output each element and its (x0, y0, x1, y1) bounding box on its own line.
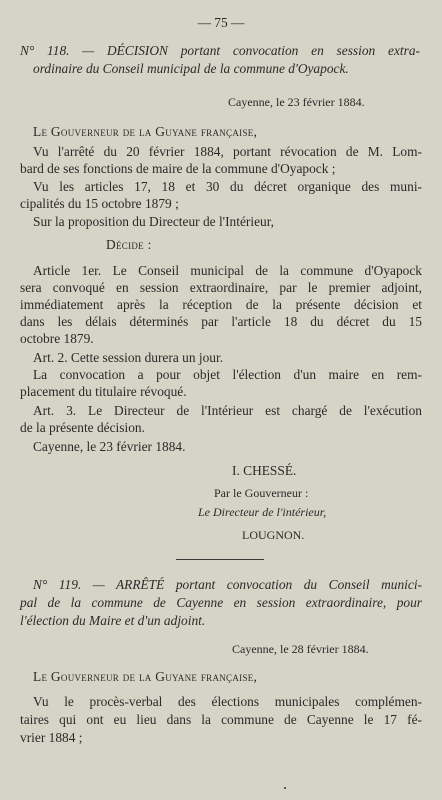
decision-118-heading-line-1: N° 118. — DÉCISION portant convocation en session extra- (20, 43, 420, 58)
decision-118-place-date: Cayenne, le 23 février 1884. (228, 95, 365, 109)
decision-118-closing: Cayenne, le 23 février 1884. (33, 439, 186, 454)
decision-118-vu-1-line-1: Vu l'arrêté du 20 février 1884, portant révocation de M. Lom- (33, 144, 422, 159)
paper-speck (284, 787, 286, 789)
arrete-119-vu-1-line-2: taires qui ont eu lieu dans la commune de Cayenne le 17 fé- (20, 712, 422, 727)
decision-118-proposition: Sur la proposition du Directeur de l'Intérieur, (33, 214, 274, 229)
decision-118-article-1-line-4: dans les délais déterminés par l'article 18 du décret du 15 (20, 314, 422, 329)
decision-118-preamble: Le Gouverneur de la Guyane française, (33, 124, 258, 139)
decision-118-article-2b-line-2: placement du titulaire révoqué. (20, 384, 187, 399)
decision-118-signature: I. CHESSÉ. (232, 463, 297, 478)
arrete-119-heading-line-2: pal de la commune de Cayenne en session extraordinaire, pour (20, 595, 422, 610)
arrete-119-vu-1-line-3: vrier 1884 ; (20, 730, 83, 745)
decision-118-article-3-line-1: Art. 3. Le Directeur de l'Intérieur est chargé de l'exécution (33, 403, 422, 418)
decision-118-article-3-line-2: de la présente décision. (20, 420, 145, 435)
decision-118-directeur: Le Directeur de l'intérieur, (198, 505, 327, 519)
decision-118-article-1-line-1: Article 1er. Le Conseil municipal de la commune d'Oyapock (33, 263, 422, 278)
decision-118-article-1-line-2: sera convoqué en session extraordinaire, par le premier adjoint, (20, 280, 422, 295)
arrete-119-place-date: Cayenne, le 28 février 1884. (232, 642, 369, 656)
decision-118-article-1-line-3: immédiatement après la réception de la présente décision et (20, 297, 422, 312)
decision-118-article-2: Art. 2. Cette session durera un jour. (33, 350, 224, 365)
decision-118-par-le-gouverneur: Par le Gouverneur : (214, 486, 309, 500)
arrete-119-vu-1-line-1: Vu le procès-verbal des élections municipales complémen- (33, 694, 422, 709)
decision-118-vu-1-line-2: bard de ses fonctions de maire de la commune d'Oyapock ; (20, 161, 336, 176)
arrete-119-heading-line-3: l'élection du Maire et d'un adjoint. (20, 613, 206, 628)
decision-118-decide: Décide : (106, 237, 152, 252)
decision-118-vu-2-line-2: cipalités du 15 octobre 1879 ; (20, 196, 179, 211)
decision-118-countersign: LOUGNON. (242, 528, 305, 542)
decision-118-article-2b-line-1: La convocation a pour objet l'élection d'un maire en rem- (33, 367, 422, 382)
section-divider (176, 559, 264, 560)
decision-118-article-1-line-5: octobre 1879. (20, 331, 94, 346)
arrete-119-heading-line-1: N° 119. — ARRÊTÉ portant convocation du Conseil munici- (33, 577, 422, 592)
arrete-119-preamble: Le Gouverneur de la Guyane française, (33, 669, 258, 684)
decision-118-heading-line-2: ordinaire du Conseil municipal de la commune d'Oyapock. (33, 61, 349, 76)
page-number: — 75 — (197, 15, 245, 30)
decision-118-vu-2-line-1: Vu les articles 17, 18 et 30 du décret organique des muni- (33, 179, 422, 194)
